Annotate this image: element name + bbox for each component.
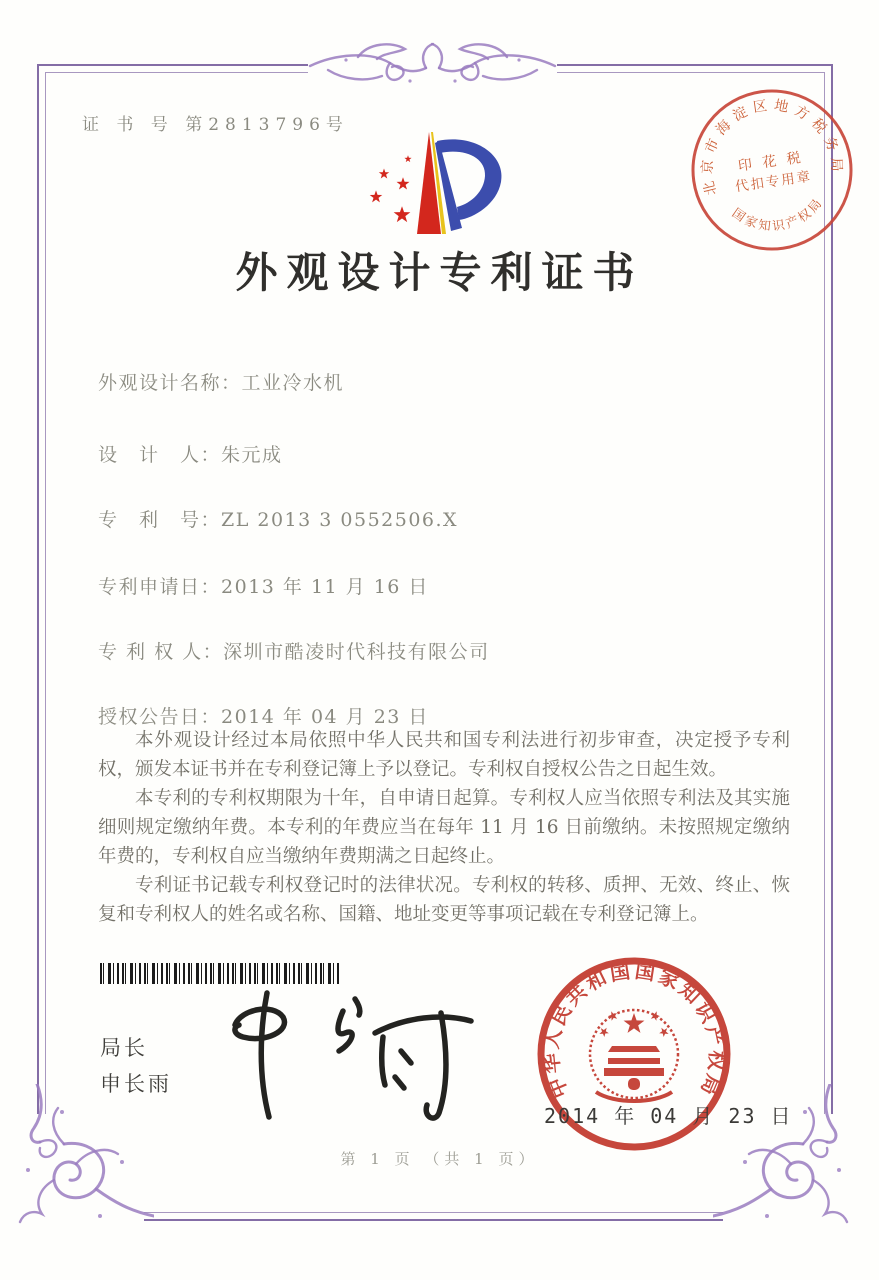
tax-stamp-line2: 代扣专用章	[734, 168, 814, 196]
field-value: 2014 年 04 月 23 日	[221, 706, 429, 728]
sipo-logo-icon	[360, 127, 510, 241]
field-designer	[98, 440, 283, 467]
field-patent-number	[98, 505, 458, 532]
certificate-number: 证 书 号 第2813796号	[82, 115, 349, 135]
legal-text	[98, 726, 790, 929]
seal-date-stamp: 2014 年 04 月 23 日	[544, 1104, 793, 1128]
field-grant-date	[98, 702, 429, 729]
tax-stamp-arc-top: 北京市海淀区地方税务局	[699, 97, 845, 197]
field-patentee	[98, 637, 490, 664]
tax-stamp-line1: 印 花 税	[737, 149, 805, 175]
signer-title: 局长	[100, 1036, 148, 1060]
field-filing-date	[98, 572, 429, 599]
tax-stamp-arc-bottom: 国家知识产权局	[729, 194, 826, 234]
field-value: 朱元成	[221, 444, 283, 466]
field-label: 授权公告日：	[98, 706, 222, 728]
page-number: 第 1 页 （共 1 页）	[340, 1150, 539, 1168]
field-label: 外观设计名称：	[98, 372, 242, 394]
signer-name: 申长雨	[100, 1072, 172, 1096]
field-value: ZL 2013 3 0552506.X	[221, 509, 459, 531]
seal-ring-text: 中华人民共和国国家知识产权局	[538, 958, 730, 1102]
field-design-name	[98, 368, 344, 395]
field-label: 专利申请日：	[98, 576, 222, 598]
certificate-title: 外观设计专利证书	[235, 248, 644, 297]
border-ornament-top-icon	[300, 34, 565, 100]
field-label: 专 利 权 人：	[98, 641, 224, 663]
tax-withholding-stamp-icon	[677, 75, 867, 265]
legal-paragraph: 专利证书记载专利权登记时的法律状况。专利权的转移、质押、无效、终止、恢复和专利权人的姓名或名称、国籍、地址变更等事项记载在专利登记簿上。	[98, 875, 790, 925]
legal-paragraph: 本专利的专利权期限为十年，自申请日起算。专利权人应当依照专利法及其实施细则规定缴纳年费。本专利的年费应当在每年 11 月 16 日前缴纳。未按照规定缴纳年费的，专利权自应当缴纳年费期满之日起终止。	[98, 788, 790, 867]
barcode	[100, 963, 340, 984]
commissioner-signature-icon	[205, 985, 485, 1125]
svg-text:国家知识产权局	[728, 193, 829, 239]
field-label: 设 计 人：	[98, 444, 222, 466]
legal-paragraph: 本外观设计经过本局依照中华人民共和国专利法进行初步审查，决定授予专利权，颁发本证书并在专利登记簿上予以登记。专利权自授权公告之日起生效。	[98, 730, 790, 780]
field-value: 2013 年 11 月 16 日	[221, 576, 429, 598]
field-value: 工业冷水机	[241, 372, 345, 394]
field-value: 深圳市酷凌时代科技有限公司	[223, 641, 490, 663]
field-label: 专 利 号：	[98, 509, 222, 531]
